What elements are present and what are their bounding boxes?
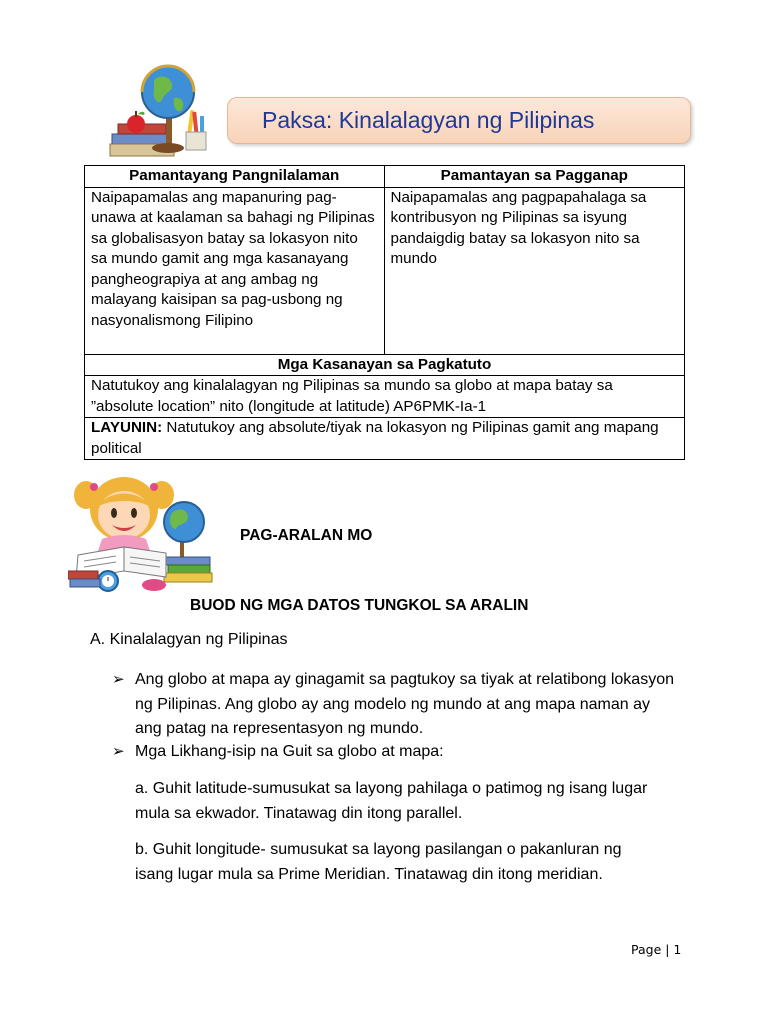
standards-table — [84, 165, 685, 460]
list-item — [112, 740, 682, 766]
globe-books-apple-icon — [108, 62, 208, 162]
col2-header: Pamantayan sa Pagganap — [384, 166, 684, 188]
bullet-text: Ang globo at mapa ay ginagamit sa pagtukoy sa tiyak at relatibong lokasyon ng Pilipinas. Ang globo ay ang modelo ng mundo at ang mapa naman ay ang patag na representasyon ng mundo. — [135, 671, 674, 737]
pamantayang-pangnilalaman-cell: Naipapamalas ang mapanuring pag-unawa at kaalaman sa bahagi ng Pilipinas sa globalisasyon batay sa lokasyon nito sa mundo gamit ang mga kasanayang pangheograpiya at ang ambag ng malayang kaisipan sa pag-usbong ng nasyonalismong Filipino — [85, 187, 385, 354]
buod-heading: BUOD NG MGA DATOS TUNGKOL SA ARALIN — [190, 597, 529, 614]
layunin-label: LAYUNIN: — [91, 419, 163, 436]
col1-header: Pamantayang Pangnilalaman — [85, 166, 385, 188]
table-row — [85, 187, 685, 354]
table-row — [85, 376, 685, 418]
section-a-heading: A. Kinalalagyan ng Pilipinas — [90, 631, 288, 648]
table-row — [85, 354, 685, 376]
page-number: Page | 1 — [631, 942, 682, 957]
title-banner — [227, 97, 691, 144]
pamantayan-sa-pagganap-cell: Naipapamalas ang pagpapahalaga sa kontribusyon ng Pilipinas sa isyung pandaigdig batay sa lokasyon nito sa mundo — [384, 187, 684, 354]
list-item — [112, 668, 682, 744]
latitude-paragraph: a. Guhit latitude-sumusukat sa layong pahilaga o patimog ng isang lugar mula sa ekwador. Tinatawag din itong parallel. — [135, 780, 648, 822]
bullet-text: Mga Likhang-isip na Guit sa globo at mapa: — [135, 743, 444, 760]
girl-studying-icon — [68, 467, 216, 593]
page-title: Paksa: Kinalalagyan ng Pilipinas — [262, 107, 595, 133]
pag-aralan-heading: PAG-ARALAN MO — [240, 527, 373, 544]
kasanayan-header: Mga Kasanayan sa Pagkatuto — [85, 354, 685, 376]
layunin-text: Natutukoy ang absolute/tiyak na lokasyon ng Pilipinas gamit ang mapang political — [91, 419, 659, 457]
arrow-bullet-icon: ➢ — [112, 743, 125, 760]
layunin-cell — [85, 418, 685, 460]
longitude-paragraph: b. Guhit longitude- sumusukat sa layong pasilangan o pakanluran ng isang lugar mula sa Prime Meridian. Tinatawag din itong meridian. — [135, 841, 622, 883]
table-header-row — [85, 166, 685, 188]
table-row — [85, 418, 685, 460]
arrow-bullet-icon: ➢ — [112, 671, 125, 688]
kasanayan-cell: Natutukoy ang kinalalagyan ng Pilipinas sa mundo sa globo at mapa batay sa ”absolute location” nito (longitude at latitude) AP6PMK-Ia-1 — [85, 376, 685, 418]
